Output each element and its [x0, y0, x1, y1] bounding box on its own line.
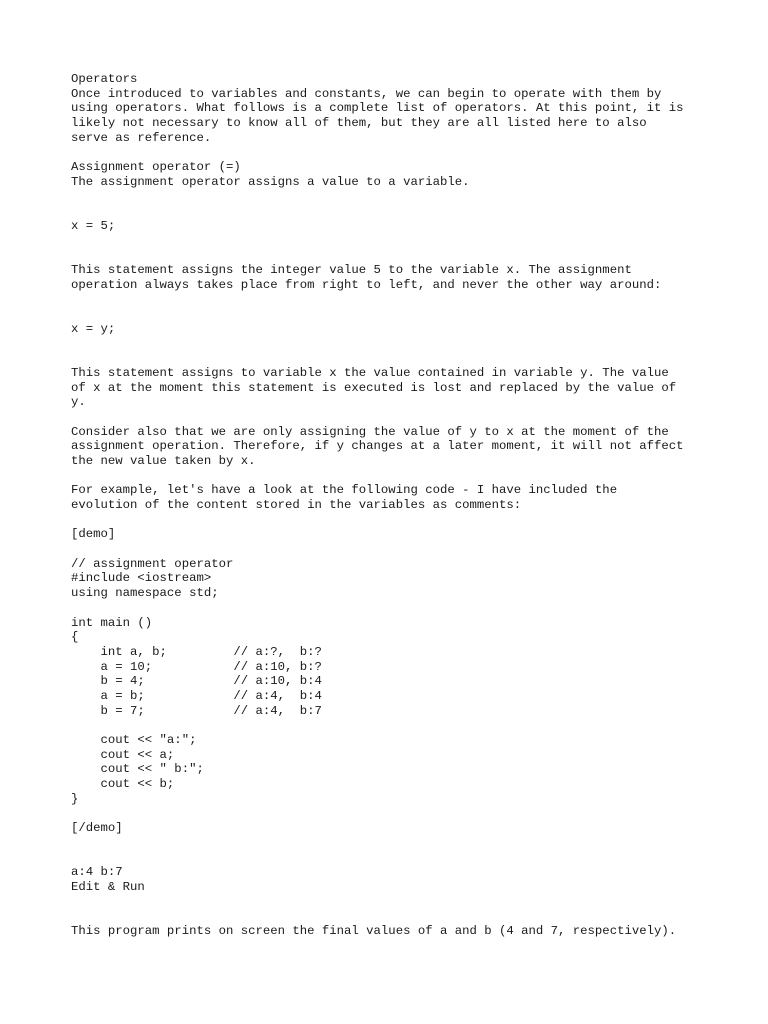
- paragraph-line: This statement assigns the integer value 5 to the variable x. The assignment: [71, 262, 632, 277]
- demo-open-tag: [demo]: [71, 527, 116, 542]
- demo-code-line: a = 10; // a:10, b:?: [71, 659, 322, 674]
- demo-code-line: cout << "a:";: [71, 733, 197, 747]
- intro-line: using operators. What follows is a complete list of operators. At this point, it is: [71, 101, 684, 116]
- demo-code-line: cout << " b:";: [71, 762, 204, 777]
- demo-code-line: a = b; // a:4, b:4: [71, 688, 322, 703]
- demo-code-line: {: [71, 630, 79, 645]
- paragraph-line: For example, let's have a look at the following code - I have included the: [71, 483, 618, 498]
- document-body: [71, 72, 711, 939]
- demo-close-tag: [/demo]: [71, 821, 123, 836]
- demo-code-line: int a, b; // a:?, b:?: [71, 644, 322, 659]
- section-heading: Assignment operator (=): [71, 160, 241, 175]
- intro-line: likely not necessary to know all of them, but they are all listed here to also: [71, 116, 647, 131]
- code-example-2: x = y;: [71, 321, 116, 336]
- paragraph-line: This statement assigns to variable x the value contained in variable y. The value: [71, 365, 669, 380]
- paragraph-line: evolution of the content stored in the variables as comments:: [71, 498, 522, 512]
- demo-code-line: b = 4; // a:10, b:4: [71, 674, 322, 689]
- paragraph-line: operation always takes place from right to left, and never the other way around:: [71, 277, 662, 292]
- program-output: a:4 b:7: [71, 865, 123, 880]
- intro-line: serve as reference.: [71, 130, 212, 145]
- section-description: The assignment operator assigns a value to a variable.: [71, 174, 470, 189]
- demo-code-line: }: [71, 791, 79, 806]
- demo-code-line: b = 7; // a:4, b:7: [71, 703, 322, 718]
- page-title: Operators: [71, 72, 138, 86]
- demo-code-line: // assignment operator: [71, 556, 234, 571]
- edit-run-link[interactable]: Edit & Run: [71, 879, 145, 894]
- paragraph-line: Consider also that we are only assigning the value of y to x at the moment of the: [71, 424, 669, 439]
- demo-code-line: cout << a;: [71, 747, 175, 762]
- paragraph-line: assignment operation. Therefore, if y changes at a later moment, it will not affect: [71, 439, 684, 454]
- paragraph-line: the new value taken by x.: [71, 453, 256, 468]
- paragraph-line: y.: [71, 395, 86, 410]
- code-example-1: x = 5;: [71, 218, 116, 233]
- intro-line: Once introduced to variables and constants, we can begin to operate with them by: [71, 86, 662, 101]
- demo-code-line: #include <iostream>: [71, 571, 212, 586]
- paragraph-line: of x at the moment this statement is executed is lost and replaced by the value of: [71, 380, 677, 395]
- demo-code-line: cout << b;: [71, 777, 175, 792]
- demo-code-line: int main (): [71, 615, 153, 630]
- demo-code-line: using namespace std;: [71, 586, 219, 601]
- final-paragraph: This program prints on screen the final values of a and b (4 and 7, respectively).: [71, 923, 677, 938]
